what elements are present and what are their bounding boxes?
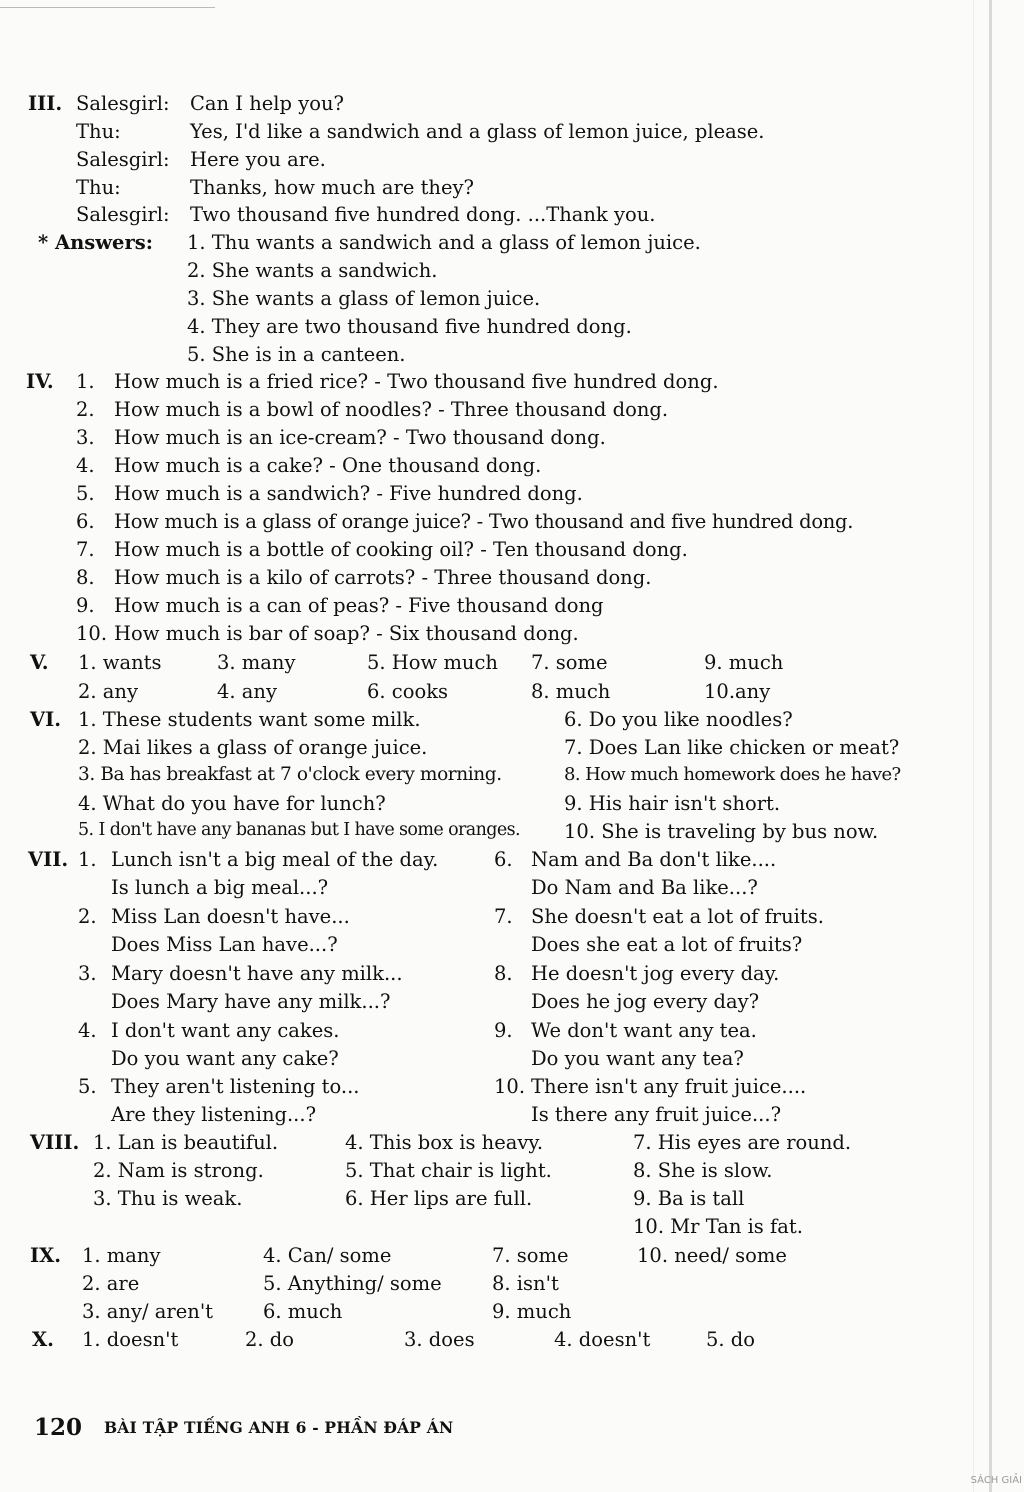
- answer-cell: 8. She is slow.: [633, 1159, 773, 1182]
- list-item: How much is a fried rice? - Two thousand five hundred dong.: [114, 370, 719, 393]
- answer-cell: 2. Nam is strong.: [93, 1159, 264, 1182]
- dialogue-line: Can I help you?: [190, 92, 344, 115]
- answer-cell: 3. Thu is weak.: [93, 1187, 243, 1210]
- answer-cell: 6. cooks: [367, 680, 449, 703]
- negative-sentence: Nam and Ba don't like....: [531, 848, 777, 871]
- negative-sentence: Mary doesn't have any milk...: [111, 962, 403, 985]
- answer-cell: 4. any: [217, 680, 278, 703]
- answer-cell: 1. wants: [78, 651, 162, 674]
- negative-sentence: We don't want any tea.: [531, 1019, 757, 1042]
- answer-cell: 10.any: [704, 680, 771, 703]
- answer-item: 5. She is in a canteen.: [187, 343, 406, 366]
- item-number: 10.: [76, 622, 108, 645]
- list-item: How much is bar of soap? - Six thousand dong.: [114, 622, 579, 645]
- section-number: VII.: [28, 848, 69, 871]
- negative-sentence: She doesn't eat a lot of fruits.: [531, 905, 824, 928]
- answer-right: 7. Does Lan like chicken or meat?: [564, 736, 900, 759]
- answer-cell: 7. His eyes are round.: [633, 1131, 852, 1154]
- answer-cell: 5. Anything/ some: [263, 1272, 442, 1295]
- section-number: IV.: [26, 370, 54, 393]
- answer-cell: 6. Her lips are full.: [345, 1187, 533, 1210]
- answer-left: 3. Ba has breakfast at 7 o'clock every morning.: [78, 764, 502, 785]
- answer-cell: 5. That chair is light.: [345, 1159, 552, 1182]
- answer-right: 8. How much homework does he have?: [564, 764, 901, 785]
- answer-cell: 7. some: [531, 651, 608, 674]
- item-number: 1.: [78, 848, 97, 871]
- item-number: 9.: [494, 1019, 513, 1042]
- answer-cell: 9. much: [704, 651, 784, 674]
- answer-cell: 4. Can/ some: [263, 1244, 392, 1267]
- item-number: 8.: [494, 962, 513, 985]
- item-number: 10.: [494, 1075, 526, 1098]
- answer-left: 4. What do you have for lunch?: [78, 792, 386, 815]
- answer-cell: 5. do: [706, 1328, 756, 1351]
- answer-cell: 4. This box is heavy.: [345, 1131, 544, 1154]
- page-number: 120: [34, 1414, 83, 1441]
- answer-cell: 5. How much: [367, 651, 498, 674]
- negative-sentence: I don't want any cakes.: [111, 1019, 340, 1042]
- dialogue-speaker: Salesgirl:: [76, 148, 170, 171]
- watermark: SÁCH GIẢI: [970, 1475, 1022, 1486]
- item-number: 8.: [76, 566, 95, 589]
- answer-cell: 9. much: [492, 1300, 572, 1323]
- answer-cell: 3. many: [217, 651, 296, 674]
- dialogue-speaker: Salesgirl:: [76, 203, 170, 226]
- negative-sentence: There isn't any fruit juice....: [531, 1075, 807, 1098]
- answer-cell: 8. much: [531, 680, 611, 703]
- answer-left: 2. Mai likes a glass of orange juice.: [78, 736, 428, 759]
- item-number: 5.: [78, 1075, 97, 1098]
- list-item: How much is a can of peas? - Five thousand dong: [114, 594, 604, 617]
- negative-sentence: Miss Lan doesn't have...: [111, 905, 350, 928]
- list-item: How much is a cake? - One thousand dong.: [114, 454, 542, 477]
- answer-cell: 1. doesn't: [82, 1328, 179, 1351]
- question-sentence: Does Mary have any milk...?: [111, 990, 391, 1013]
- question-sentence: Do you want any cake?: [111, 1047, 339, 1070]
- answer-cell: 7. some: [492, 1244, 569, 1267]
- item-number: 3.: [78, 962, 97, 985]
- answer-cell: 2. do: [245, 1328, 295, 1351]
- answer-cell: 10. Mr Tan is fat.: [633, 1215, 803, 1238]
- section-number: IX.: [30, 1244, 62, 1267]
- dialogue-speaker: Salesgirl:: [76, 92, 170, 115]
- list-item: How much is a kilo of carrots? - Three thousand dong.: [114, 566, 652, 589]
- answer-item: 4. They are two thousand five hundred dong.: [187, 315, 632, 338]
- dialogue-speaker: Thu:: [76, 176, 121, 199]
- answer-cell: 4. doesn't: [554, 1328, 651, 1351]
- section-number: VIII.: [30, 1131, 80, 1154]
- section-number: III.: [28, 92, 63, 115]
- list-item: How much is a bottle of cooking oil? - Ten thousand dong.: [114, 538, 688, 561]
- answer-cell: 2. any: [78, 680, 139, 703]
- item-number: 3.: [76, 426, 95, 449]
- item-number: 2.: [76, 398, 95, 421]
- answer-right: 9. His hair isn't short.: [564, 792, 781, 815]
- negative-sentence: Lunch isn't a big meal of the day.: [111, 848, 439, 871]
- item-number: 6.: [494, 848, 513, 871]
- answer-cell: 10. need/ some: [637, 1244, 787, 1267]
- answer-item: 3. She wants a glass of lemon juice.: [187, 287, 541, 310]
- answer-item: 2. She wants a sandwich.: [187, 259, 438, 282]
- item-number: 7.: [494, 905, 513, 928]
- top-rule: [0, 7, 215, 8]
- answer-cell: 6. much: [263, 1300, 343, 1323]
- answer-right: 10. She is traveling by bus now.: [564, 820, 879, 843]
- answer-cell: 2. are: [82, 1272, 140, 1295]
- dialogue-line: Thanks, how much are they?: [190, 176, 474, 199]
- section-number: V.: [30, 651, 49, 674]
- dialogue-line: Yes, I'd like a sandwich and a glass of lemon juice, please.: [190, 120, 765, 143]
- answer-cell: 1. Lan is beautiful.: [93, 1131, 279, 1154]
- question-sentence: Does she eat a lot of fruits?: [531, 933, 803, 956]
- answer-left: 1. These students want some milk.: [78, 708, 421, 731]
- dialogue-line: Here you are.: [190, 148, 326, 171]
- section-number: X.: [32, 1328, 54, 1351]
- answer-cell: 1. many: [82, 1244, 161, 1267]
- answer-cell: 3. any/ aren't: [82, 1300, 214, 1323]
- list-item: How much is a glass of orange juice? - Two thousand and five hundred dong.: [114, 510, 854, 533]
- question-sentence: Is lunch a big meal...?: [111, 876, 329, 899]
- question-sentence: Do Nam and Ba like...?: [531, 876, 758, 899]
- item-number: 4.: [78, 1019, 97, 1042]
- section-number: VI.: [30, 708, 62, 731]
- answer-left: 5. I don't have any bananas but I have some oranges.: [78, 820, 520, 840]
- item-number: 6.: [76, 510, 95, 533]
- answer-cell: 9. Ba is tall: [633, 1187, 745, 1210]
- answer-right: 6. Do you like noodles?: [564, 708, 793, 731]
- page-edge-line: [973, 0, 974, 1492]
- answer-item: 1. Thu wants a sandwich and a glass of lemon juice.: [187, 231, 701, 254]
- negative-sentence: He doesn't jog every day.: [531, 962, 780, 985]
- question-sentence: Is there any fruit juice...?: [531, 1103, 782, 1126]
- item-number: 9.: [76, 594, 95, 617]
- book-spine-shadow: [989, 0, 992, 1492]
- question-sentence: Does he jog every day?: [531, 990, 760, 1013]
- list-item: How much is a bowl of noodles? - Three thousand dong.: [114, 398, 669, 421]
- answer-cell: 3. does: [404, 1328, 475, 1351]
- question-sentence: Are they listening...?: [111, 1103, 317, 1126]
- item-number: 4.: [76, 454, 95, 477]
- negative-sentence: They aren't listening to...: [111, 1075, 360, 1098]
- list-item: How much is a sandwich? - Five hundred dong.: [114, 482, 583, 505]
- question-sentence: Does Miss Lan have...?: [111, 933, 338, 956]
- item-number: 7.: [76, 538, 95, 561]
- answer-cell: 8. isn't: [492, 1272, 559, 1295]
- item-number: 2.: [78, 905, 97, 928]
- dialogue-line: Two thousand five hundred dong. ...Thank you.: [190, 203, 656, 226]
- list-item: How much is an ice-cream? - Two thousand dong.: [114, 426, 606, 449]
- book-title: BÀI TẬP TIẾNG ANH 6 - PHẦN ĐÁP ÁN: [104, 1418, 454, 1437]
- answers-label: * Answers:: [38, 231, 153, 254]
- dialogue-speaker: Thu:: [76, 120, 121, 143]
- item-number: 5.: [76, 482, 95, 505]
- item-number: 1.: [76, 370, 95, 393]
- question-sentence: Do you want any tea?: [531, 1047, 744, 1070]
